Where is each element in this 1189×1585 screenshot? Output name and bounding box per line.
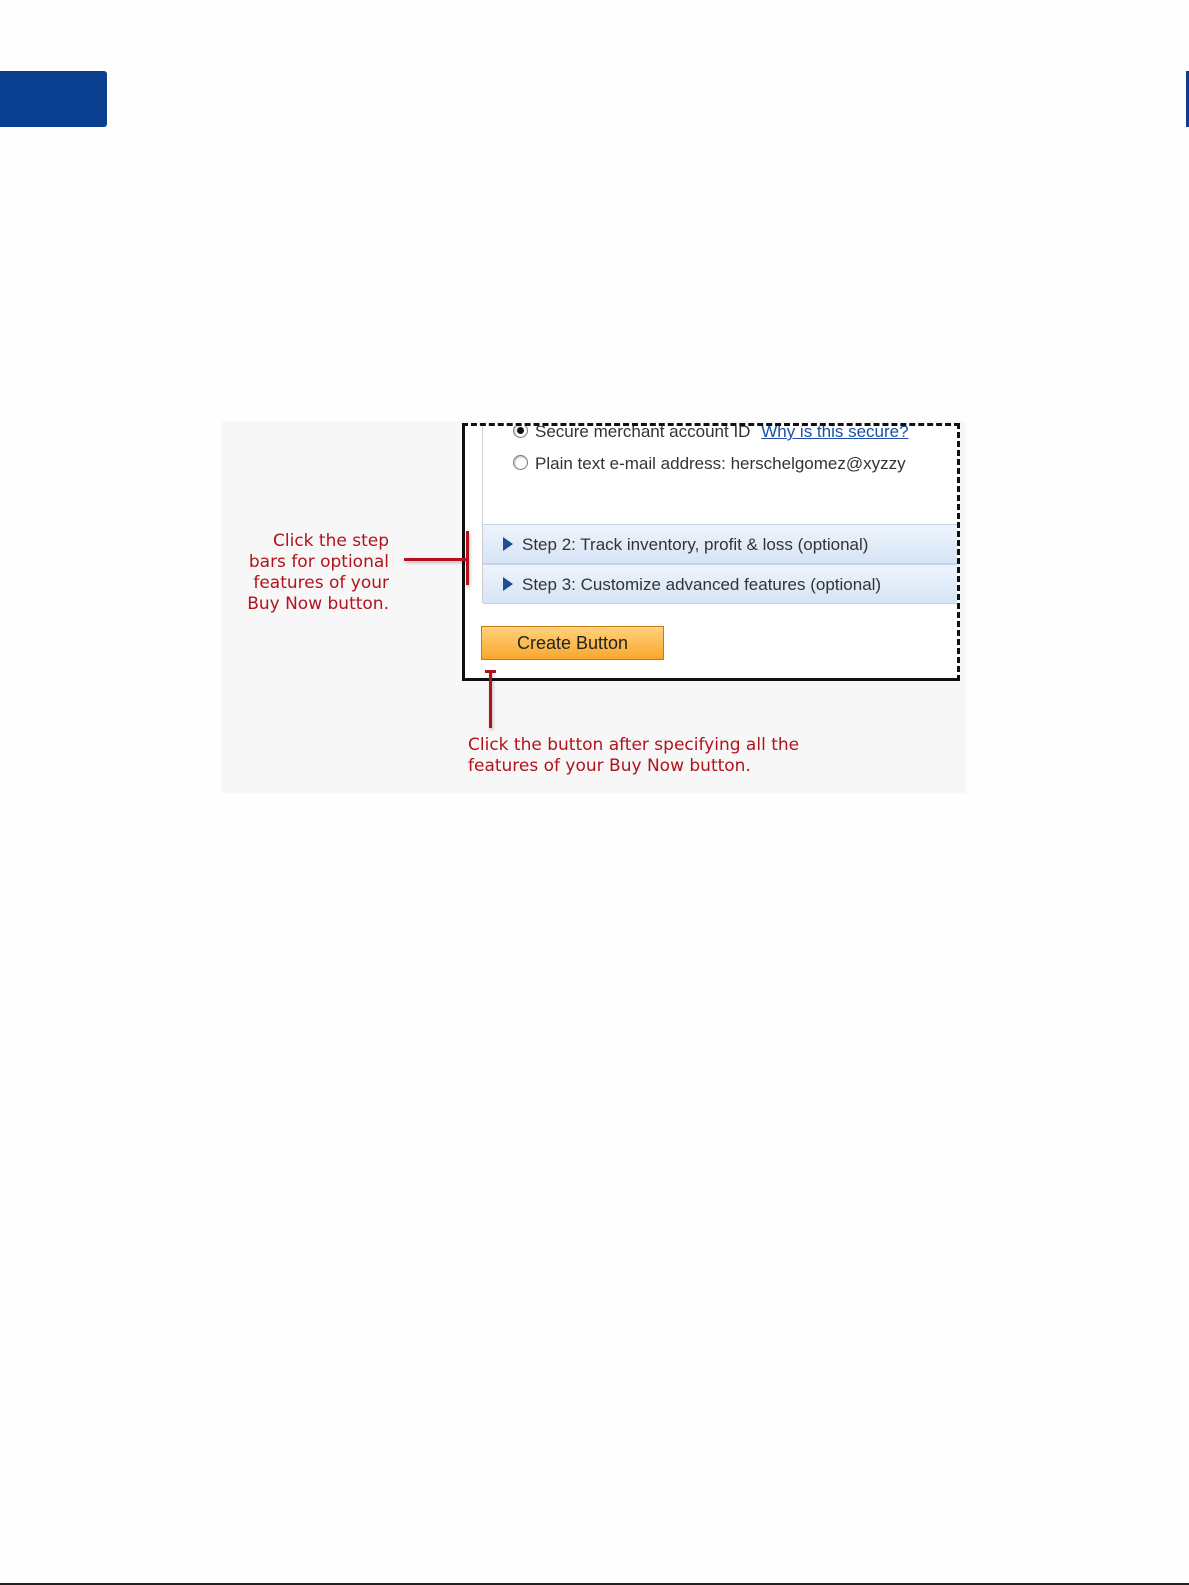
callout-line: features of your Buy Now button. bbox=[468, 756, 751, 776]
callout-bracket bbox=[466, 531, 469, 585]
callout-line: Click the step bbox=[273, 531, 389, 551]
triangle-right-icon bbox=[503, 537, 513, 551]
highlight-frame bbox=[462, 423, 960, 681]
step-bars-callout bbox=[227, 531, 389, 615]
why-secure-link[interactable]: Why is this secure? bbox=[761, 423, 909, 441]
callout-line: features of your bbox=[253, 573, 389, 593]
step-3-bar[interactable] bbox=[483, 564, 960, 604]
secure-merchant-option[interactable] bbox=[535, 423, 909, 442]
step-3-label: Step 3: Customize advanced features (optional) bbox=[522, 575, 882, 594]
step-2-label: Step 2: Track inventory, profit & loss (optional) bbox=[522, 535, 869, 554]
callout-line: Click the button after specifying all the bbox=[468, 735, 800, 755]
create-button-callout bbox=[468, 735, 938, 777]
callout-leader-line bbox=[489, 670, 492, 728]
plain-email-label: Plain text e-mail address: herschelgomez@xyzzy bbox=[535, 454, 906, 473]
callout-line: Buy Now button. bbox=[247, 594, 389, 614]
create-button[interactable]: Create Button bbox=[481, 626, 664, 660]
step-2-bar[interactable] bbox=[483, 524, 960, 564]
plain-email-option[interactable] bbox=[535, 454, 906, 474]
callout-leader-line bbox=[404, 558, 466, 561]
chapter-tab-marker bbox=[0, 71, 107, 127]
radio-secure-merchant[interactable] bbox=[513, 423, 528, 438]
callout-line: bars for optional bbox=[248, 552, 389, 572]
button-settings-panel bbox=[482, 423, 960, 603]
radio-plain-email[interactable] bbox=[513, 455, 528, 470]
triangle-right-icon bbox=[503, 577, 513, 591]
screenshot-figure bbox=[222, 421, 966, 793]
secure-merchant-label: Secure merchant account ID bbox=[535, 423, 751, 441]
